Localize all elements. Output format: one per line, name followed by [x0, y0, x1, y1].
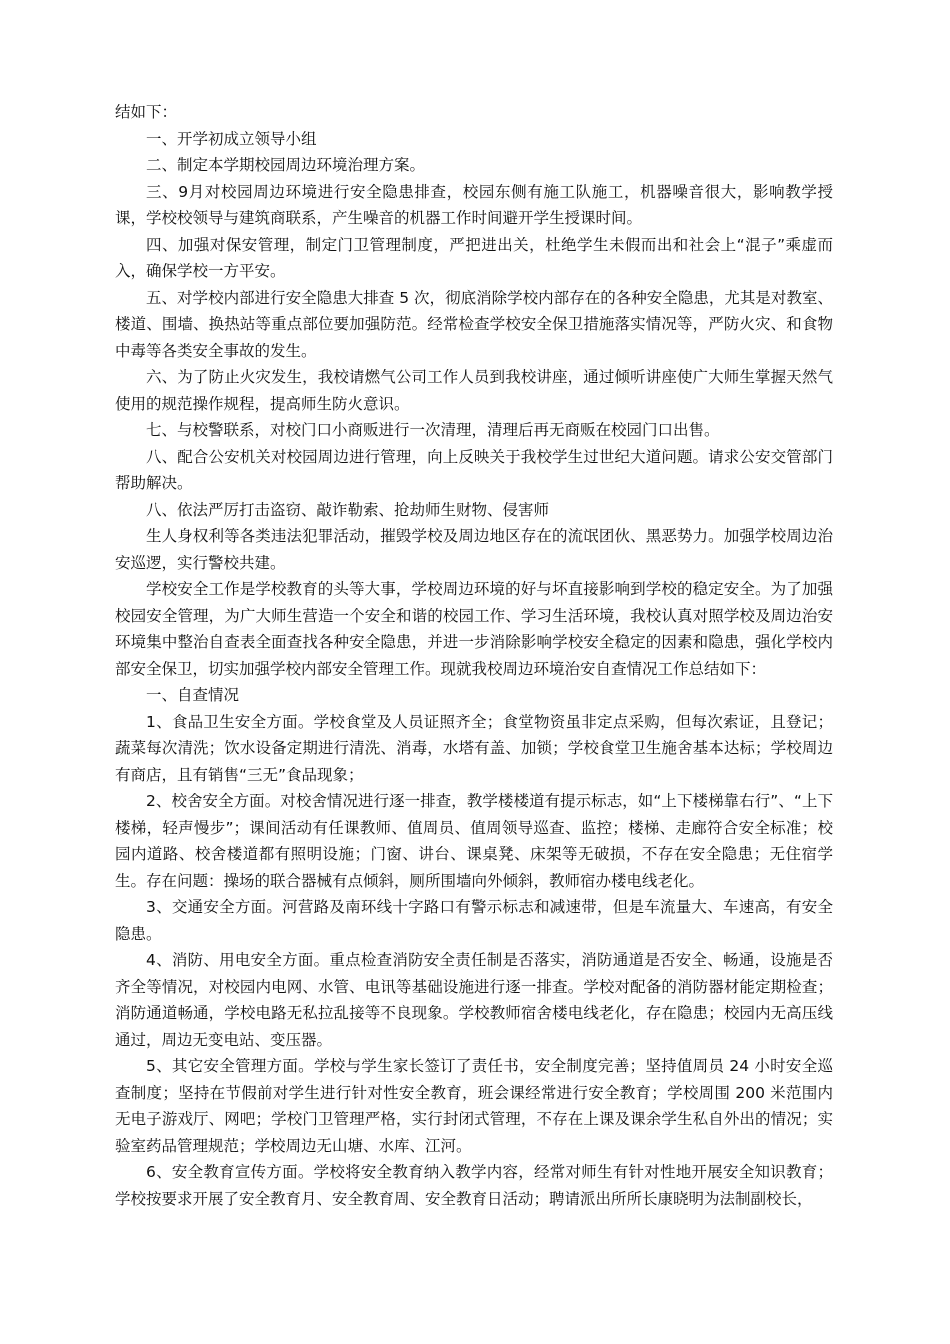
paragraph-item-7: 七、与校警联系，对校门口小商贩进行一次清理，清理后再无商贩在校园门口出售。 — [146, 421, 720, 439]
paragraph-building-safety: 2、校舍安全方面。对校舍情况进行逐一排查，教学楼楼道有提示标志，如“上下楼梯靠右行”、“上下楼梯，轻声慢步”；课间活动有任课教师、值周员、值周领导巡查、监控；楼梯、走廊符合安全标准；校园内道路、校舍楼道都有照明设施；门窗、讲台、课桌凳、床架等无破损，不存在安全隐患；无住宿学生。存在问题：操场的联合器械有点倾斜，厕所围墙向外倾斜，教师宿办楼电线老化。 — [115, 792, 833, 890]
paragraph-item-8: 八、配合公安机关对校园周边进行管理，向上反映关于我校学生过世纪大道问题。请求公安交管部门帮助解决。 — [115, 447, 833, 492]
paragraph-fire-electric-safety: 4、消防、用电安全方面。重点检查消防安全责任制是否落实，消防通道是否安全、畅通，设施是否齐全等情况，对校园内电网、水管、电讯等基础设施进行逐一排查。学校对配备的消防器材能定期检查；消防通道畅通，学校电路无私拉乱接等不良现象。学校教师宿舍楼电线老化，存在隐患；校园内无高压线通过，周边无变电站、变压器。 — [115, 951, 833, 1049]
paragraph-food-safety: 1、食品卫生安全方面。学校食堂及人员证照齐全；食堂物资虽非定点采购，但每次索证，且登记；蔬菜每次清洗；饮水设备定期进行清洗、消毒，水塔有盖、加锁；学校食堂卫生施舍基本达标；学校周边有商店，且有销售“三无”食品现象； — [115, 712, 833, 784]
paragraph-item-5: 五、对学校内部进行安全隐患大排查 5 次，彻底消除学校内部存在的各种安全隐患，尤其是对教室、楼道、围墙、换热站等重点部位要加强防范。经常检查学校安全保卫措施落实情况等，严防火灾、和食物中毒等各类安全事故的发生。 — [115, 288, 833, 360]
paragraph-item-6: 六、为了防止火灾发生，我校请燃气公司工作人员到我校讲座，通过倾听讲座使广大师生掌握天然气使用的规范操作规程，提高师生防火意识。 — [115, 368, 833, 413]
paragraph-item-8b: 八、依法严厉打击盗窃、敲诈勒索、抢劫师生财物、侵害师 — [146, 500, 550, 519]
paragraph-other-safety: 5、其它安全管理方面。学校与学生家长签订了责任书，安全制度完善；坚持值周员 24 小时安全巡查制度；坚持在节假前对学生进行针对性安全教育，班会课经常进行安全教育；学校周围 200 米范围内无电子游戏厅、网吧；学校门卫管理严格，实行封闭式管理，不存在上课及课余学生私自外出的情况；实验室药品管理规范；学校周边无山塘、水库、江河。 — [115, 1057, 833, 1155]
paragraph-intro: 结如下： — [115, 103, 178, 121]
paragraph-safety-education: 6、安全教育宣传方面。学校将安全教育纳入教学内容，经常对师生有针对性地开展安全知识教育；学校按要求开展了安全教育月、安全教育周、安全教育日活动；聘请派出所所长康晓明为法制副校长， — [115, 1163, 833, 1208]
paragraph-traffic-safety: 3、交通安全方面。河营路及南环线十字路口有警示标志和减速带，但是车流量大、车速高，有安全隐患。 — [115, 898, 833, 943]
paragraph-item-3: 三、9月对校园周边环境进行安全隐患排查，校园东侧有施工队施工，机器噪音很大，影响教学授课，学校校领导与建筑商联系，产生噪音的机器工作时间避开学生授课时间。 — [115, 182, 833, 227]
paragraph-item-1: 一、开学初成立领导小组 — [146, 129, 317, 148]
paragraph-summary-intro: 学校安全工作是学校教育的头等大事，学校周边环境的好与坏直接影响到学校的稳定安全。为了加强校园安全管理，为广大师生营造一个安全和谐的校园工作、学习生活环境，我校认真对照学校及周边治安环境集中整治自查表全面查找各种安全隐患，并进一步消除影响学校安全稳定的因素和隐患，强化学校内部安全保卫，切实加强学校内部安全管理工作。现就我校周边环境治安自查情况工作总结如下： — [115, 580, 833, 678]
paragraph-item-4: 四、加强对保安管理，制定门卫管理制度，严把进出关，杜绝学生未假而出和社会上“混子”乘虚而入，确保学校一方平安。 — [115, 235, 833, 280]
section-heading-self-check: 一、自查情况 — [146, 686, 240, 704]
document-page — [115, 99, 833, 1212]
paragraph-item-8b-continued: 生人身权利等各类违法犯罪活动，摧毁学校及周边地区存在的流氓团伙、黑恶势力。加强学校周边治安巡逻，实行警校共建。 — [115, 527, 833, 572]
paragraph-item-2: 二、制定本学期校园周边环境治理方案。 — [146, 156, 426, 174]
